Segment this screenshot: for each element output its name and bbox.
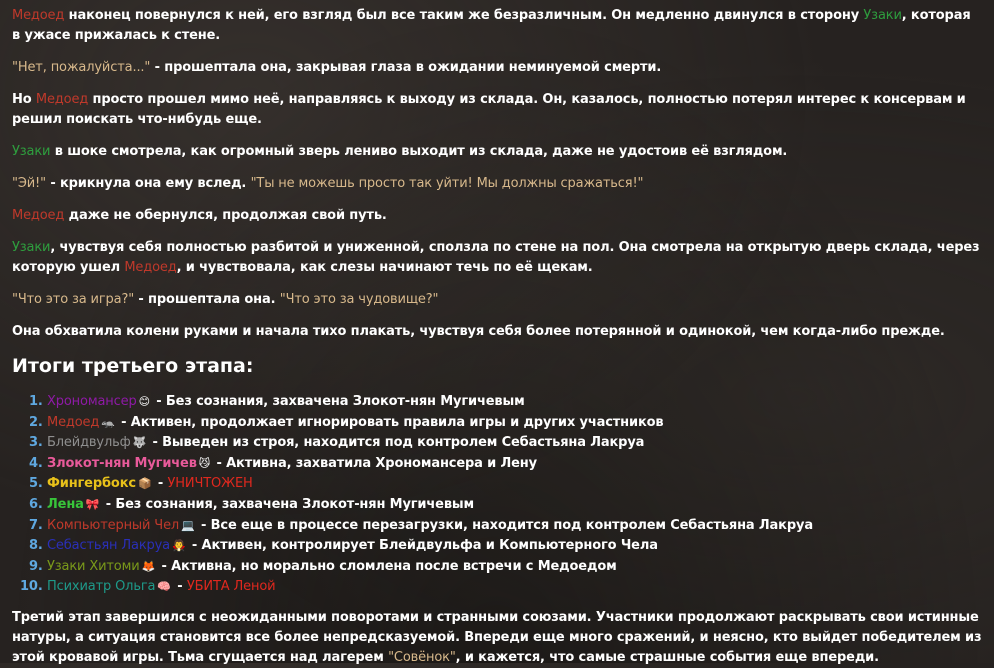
- paragraph-6: [12, 206, 982, 226]
- name-medoed: Медоед: [12, 208, 65, 223]
- text: даже не обернулся, продолжая свой путь.: [64, 208, 387, 223]
- text: , которая в ужасе прижалась к стене.: [12, 8, 971, 43]
- participant-status: -: [172, 579, 187, 595]
- list-item: [47, 516, 982, 537]
- text: , чувствуя себя полностью разбитой и униженной, сползла по стене на пол. Она смотрела на открытую дверь склада, через которую ушел: [12, 240, 980, 275]
- participant-status: - Без сознания, захвачена Злокот-нян Мугичевым: [151, 394, 525, 409]
- participant-status: - Активна, но морально сломлена после встречи с Медоедом: [157, 558, 617, 574]
- camp-name: "Совёнок": [388, 649, 456, 665]
- participant-status: - Без сознания, захвачена Злокот-нян Мугичевым: [101, 496, 474, 512]
- text: - прошептала она.: [134, 292, 280, 307]
- paragraph-4: [12, 142, 982, 162]
- list-item: [47, 413, 982, 434]
- list-item: [47, 536, 982, 557]
- quote: "Что это за чудовище?": [279, 292, 439, 307]
- participant-status: -: [153, 476, 168, 492]
- participant-name: Злокот-нян Мугичев: [47, 455, 197, 471]
- list-item: [47, 392, 982, 413]
- results-heading: Итоги третьего этапа:: [12, 355, 254, 377]
- list-item: [47, 474, 982, 495]
- paragraph-9: [12, 322, 982, 342]
- text: просто прошел мимо неё, направляясь к выходу из склада. Он, казалось, полностью потерял интерес к консервам и решил поискать что-нибудь еще.: [12, 92, 966, 127]
- brain-icon: 🧠: [157, 580, 171, 594]
- paragraph-3: [12, 90, 982, 130]
- status-destroyed: УНИЧТОЖЕН: [167, 476, 253, 492]
- name-uzaki: Узаки: [863, 8, 902, 23]
- cat-icon: 😼: [198, 456, 211, 470]
- text: Но: [12, 92, 36, 107]
- vampire-icon: 🧛: [172, 539, 186, 553]
- list-item: [47, 454, 982, 475]
- participant-status: - Активен, продолжает игнорировать правила игры и других участников: [116, 414, 664, 430]
- final-paragraph: [12, 608, 982, 668]
- paragraph-7: [12, 238, 982, 278]
- participant-name: Себастьян Лакруа: [47, 538, 170, 554]
- participant-name: Хрономансер: [47, 394, 137, 409]
- list-item: [47, 495, 982, 516]
- text: , и чувствовала, как слезы начинают течь по её щекам.: [176, 260, 593, 275]
- fox-icon: 🦊: [141, 559, 156, 573]
- smile-icon: 😊: [138, 395, 150, 408]
- ribbon-icon: 🎀: [85, 497, 100, 511]
- computer-icon: 💻: [181, 518, 195, 532]
- list-item: [47, 433, 982, 454]
- badger-icon: 🦡: [101, 415, 115, 429]
- participant-name: Психиатр Ольга: [47, 579, 156, 595]
- quote: "Эй!": [12, 176, 46, 191]
- box-icon: 📦: [137, 477, 152, 491]
- results-list: [12, 392, 982, 598]
- text: , и кажется, что самые страшные события еще впереди.: [455, 649, 879, 665]
- text: - крикнула она ему вслед.: [45, 176, 251, 191]
- quote: "Что это за игра?": [12, 292, 135, 307]
- participant-status: - Все еще в процессе перезагрузки, находится под контролем Себастьяна Лакруа: [196, 517, 813, 533]
- text: - прошептала она, закрывая глаза в ожидании неминуемой смерти.: [150, 60, 662, 75]
- text: Она обхватила колени руками и начала тихо плакать, чувствуя себя более потерянной и одинокой, чем когда-либо прежде.: [12, 324, 945, 339]
- participant-status: - Активен, контролирует Блейдвульфа и Компьютерного Чела: [187, 538, 658, 554]
- text: в шоке смотрела, как огромный зверь лениво выходит из склада, даже не удостоив её взглядом.: [50, 144, 788, 159]
- participant-status: - Активна, захватила Хрономансера и Лену: [212, 455, 537, 471]
- list-item: [47, 577, 982, 598]
- participant-name: Лена: [47, 496, 84, 512]
- participant-status: - Выведен из строя, находится под контролем Себастьяна Лакруа: [148, 435, 645, 451]
- participant-name: Фингербокс: [47, 476, 136, 492]
- participant-name: Компьютерный Чел: [47, 517, 180, 533]
- quote: "Нет, пожалуйста...": [12, 60, 151, 75]
- paragraph-2: [12, 58, 982, 78]
- participant-name: Блейдвульф: [47, 435, 131, 451]
- status-killed: УБИТА Леной: [186, 579, 276, 595]
- name-medoed: Медоед: [12, 8, 65, 23]
- name-medoed: Медоед: [35, 92, 89, 107]
- paragraph-1: [12, 6, 982, 46]
- paragraph-5: [12, 174, 982, 194]
- paragraph-8: [12, 290, 982, 310]
- text: наконец повернулся к ней, его взгляд был все таким же безразличным. Он медленно двинулся в сторону: [64, 8, 864, 23]
- quote: "Ты не можешь просто так уйти! Мы должны сражаться!": [250, 176, 644, 191]
- participant-name: Узаки Хитоми: [47, 558, 140, 574]
- name-medoed: Медоед: [124, 260, 177, 275]
- list-item: [47, 557, 982, 578]
- name-uzaki: Узаки: [12, 144, 51, 159]
- wolf-icon: 🐺: [132, 436, 147, 450]
- participant-name: Медоед: [47, 414, 100, 430]
- text: Третий этап завершился с неожиданными поворотами и странными союзами. Участники продолжают раскрывать свои истинные натуры, а ситуация становится все более непредсказуемой. Впереди еще много сражений, и неясно, кто выйдет победителем из этой кровавой игры. Тьма сгущается над лагерем: [12, 609, 982, 665]
- name-uzaki: Узаки: [12, 240, 51, 255]
